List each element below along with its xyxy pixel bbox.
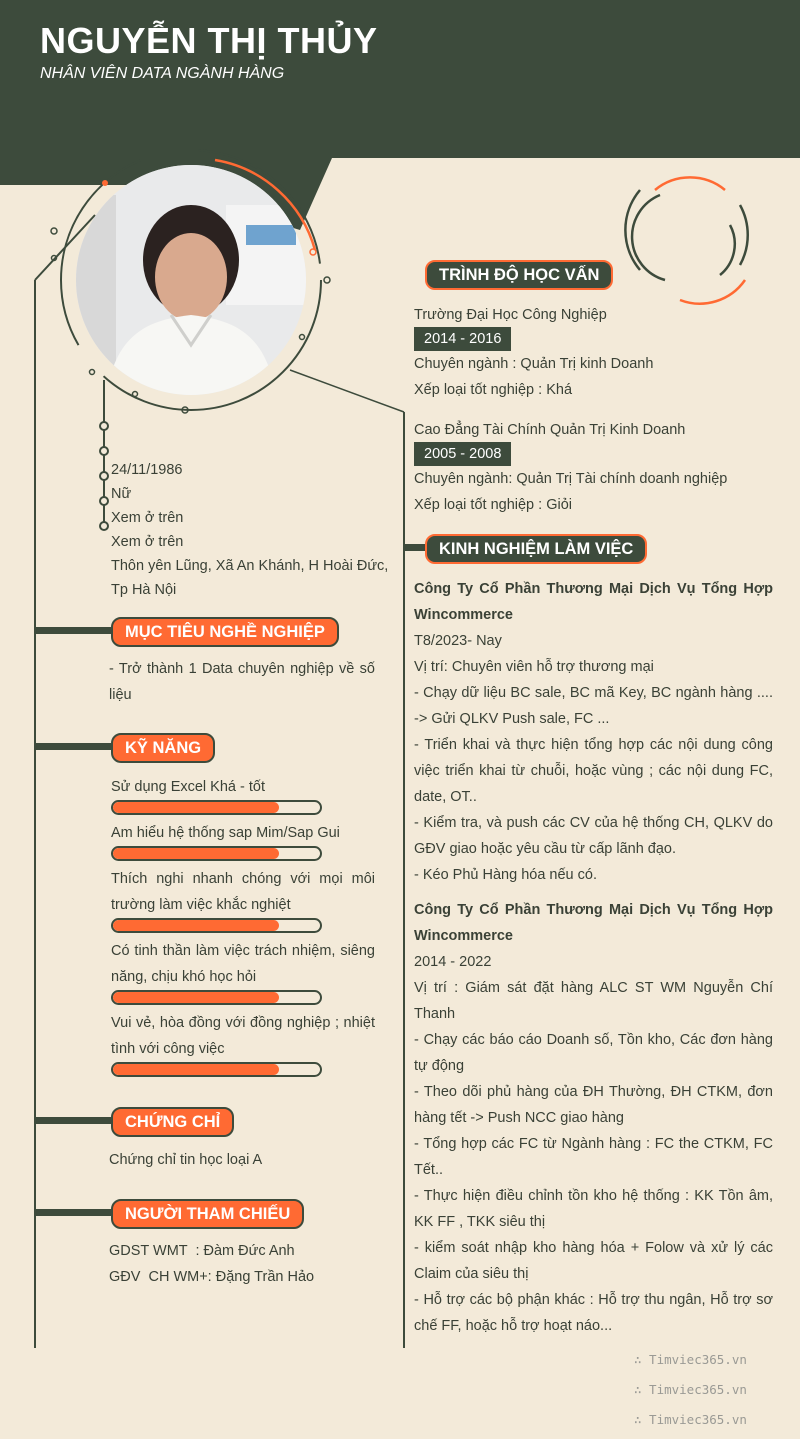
info-address-line2: Tp Hà Nội [111, 582, 177, 598]
profile-photo [76, 165, 306, 395]
education-school: Trường Đại Học Công Nghiệp [414, 307, 607, 323]
watermark-text: ∴ Timviec365.vn [634, 1382, 747, 1397]
info-birthdate: 24/11/1986 [111, 462, 183, 478]
section-experience-label: KINH NGHIỆM LÀM VIỆC [425, 534, 647, 564]
job-line: - Theo dõi phủ hàng của ĐH Thường, ĐH CTKM, đơn hàng tết -> Push NCC giao hàng [414, 1084, 773, 1126]
candidate-name: NGUYỄN THỊ THỦY [40, 20, 378, 61]
experience-job [414, 897, 773, 1339]
job-period: T8/2023- Nay [414, 633, 502, 649]
skill-fill [113, 802, 279, 813]
education-period: 2005 - 2008 [414, 442, 511, 466]
skill-text: Vui vẻ, hòa đồng với đồng nghiệp ; nhiệt tình với công việc [111, 1015, 375, 1057]
watermark-text: ∴ Timviec365.vn [634, 1412, 747, 1427]
skill-bar [111, 846, 322, 861]
objective-text: - Trở thành 1 Data chuyên nghiệp về số liệu [109, 661, 375, 703]
skill-fill [113, 848, 279, 859]
info-address-line1: Thôn yên Lũng, Xã An Khánh, H Hoài Đức, [111, 558, 389, 574]
job-line: - Chạy dữ liệu BC sale, BC mã Key, BC ngành hàng ....-> Gửi QLKV Push sale, FC ... [414, 685, 773, 727]
education-grade: Xếp loại tốt nghiệp : Khá [414, 382, 573, 398]
skill-text: Sử dụng Excel Khá - tốt [111, 779, 265, 795]
job-company: Công Ty Cổ Phần Thương Mại Dịch Vụ Tổng Hợp Wincommerce [414, 902, 773, 944]
section-education-label: TRÌNH ĐỘ HỌC VẤN [425, 260, 613, 290]
skill-fill [113, 1064, 279, 1075]
education-major: Chuyên ngành: Quản Trị Tài chính doanh nghiệp [414, 471, 728, 487]
bar-objective [35, 627, 115, 634]
section-certificates-label: CHỨNG CHỈ [111, 1107, 234, 1137]
skill-fill [113, 920, 279, 931]
job-period: 2014 - 2022 [414, 954, 492, 970]
job-line: - Chạy các báo cáo Doanh số, Tồn kho, Các đơn hàng tự động [414, 1032, 773, 1074]
reference-line: GĐV CH WM+: Đặng Trần Hảo [109, 1269, 315, 1285]
job-company: Công Ty Cổ Phần Thương Mại Dịch Vụ Tổng Hợp Wincommerce [414, 581, 773, 623]
photo-connector [290, 370, 404, 412]
education-major: Chuyên ngành : Quản Trị kinh Doanh [414, 356, 654, 372]
section-skills-label: KỸ NĂNG [111, 733, 215, 763]
info-phone: Xem ở trên [111, 510, 184, 526]
person-avatar-icon [76, 165, 306, 395]
section-references-label: NGƯỜI THAM CHIẾU [111, 1199, 304, 1229]
education-period: 2014 - 2016 [414, 327, 511, 351]
job-line: - Kéo Phủ Hàng hóa nếu có. [414, 867, 597, 883]
job-line: - Hỗ trợ các bộ phận khác : Hỗ trợ thu ngân, Hỗ trợ sơ chế FF, hoặc hỗ trợ hoạt náo... [414, 1292, 773, 1334]
job-line: - Kiểm tra, và push các CV của hệ thống CH, QLKV do GĐV giao hoặc yêu cầu từ cấp lãnh đạo. [414, 815, 773, 857]
skill-text: Có tinh thần làm việc trách nhiệm, siêng năng, chịu khó học hỏi [111, 943, 375, 985]
skill-bar [111, 990, 322, 1005]
job-line: - Thực hiện điều chỉnh tồn kho hệ thống : KK Tồn âm, KK FF , TKK siêu thị [414, 1188, 773, 1230]
skill-text: Am hiểu hệ thống sap Mim/Sap Gui [111, 825, 340, 841]
certificate-text: Chứng chỉ tin học loại A [109, 1152, 263, 1168]
reference-line: GDST WMT : Đàm Đức Anh [109, 1243, 295, 1259]
watermark-text: ∴ Timviec365.vn [634, 1352, 747, 1367]
bar-certificates [35, 1117, 115, 1124]
bar-skills [35, 743, 115, 750]
job-line: - kiểm soát nhập kho hàng hóa + Folow và xử lý các Claim của siêu thị [414, 1240, 773, 1282]
skill-bar [111, 1062, 322, 1077]
job-line: - Tổng hợp các FC từ Ngành hàng : FC the CTKM, FC Tết.. [414, 1136, 773, 1178]
deco-circle-right [625, 177, 747, 303]
skill-bar [111, 918, 322, 933]
skill-bar [111, 800, 322, 815]
info-gender: Nữ [111, 486, 132, 502]
bar-references [35, 1209, 115, 1216]
skill-text: Thích nghi nhanh chóng với mọi môi trường làm việc khắc nghiệt [111, 871, 375, 913]
job-line: - Triển khai và thực hiện tổng hợp các nội dung công việc triển khai từ chuỗi, hoặc vùng ; các nội dung FC, date, OT.. [414, 737, 773, 805]
job-line: Vị trí: Chuyên viên hỗ trợ thương mại [414, 659, 654, 675]
education-grade: Xếp loại tốt nghiệp : Giỏi [414, 497, 572, 513]
job-title: NHÂN VIÊN DATA NGÀNH HÀNG [40, 65, 285, 82]
job-line: Vị trí : Giám sát đặt hàng ALC ST WM Nguyễn Chí Thanh [414, 980, 773, 1022]
skill-fill [113, 992, 279, 1003]
section-objective-label: MỤC TIÊU NGHỀ NGHIỆP [111, 617, 339, 647]
education-school: Cao Đẳng Tài Chính Quản Trị Kinh Doanh [414, 422, 686, 438]
experience-job [414, 576, 773, 888]
info-email: Xem ở trên [111, 534, 184, 550]
